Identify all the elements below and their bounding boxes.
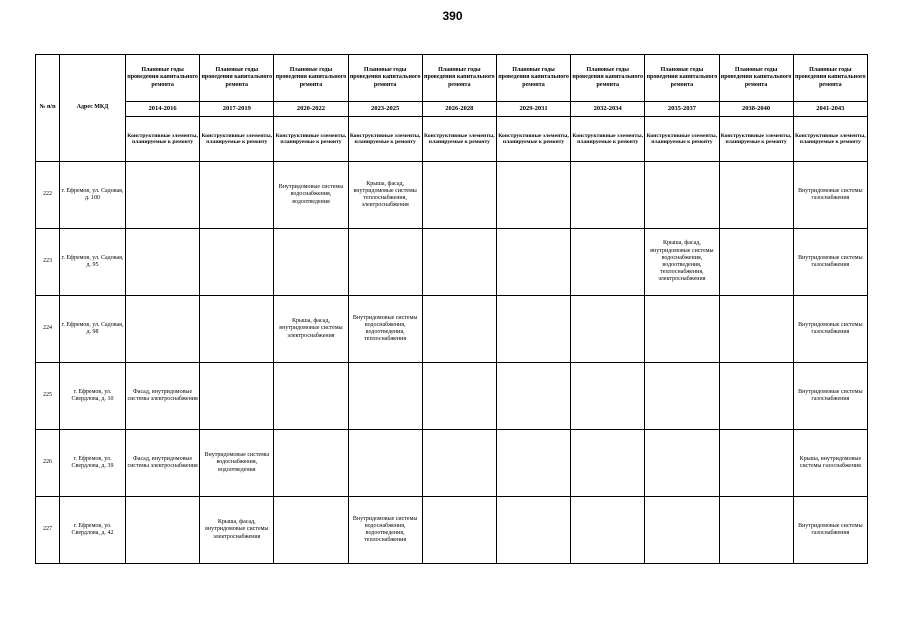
repair-cell [126,497,200,564]
elements-subheader: Конструктивные элементы, планируемые к ремонту [274,117,348,162]
elements-subheader: Конструктивные элементы, планируемые к ремонту [793,117,867,162]
row-number: 224 [36,296,60,363]
repair-cell [348,430,422,497]
repair-cell [348,229,422,296]
elements-subheader: Конструктивные элементы, планируемые к ремонту [496,117,570,162]
elements-subheader: Конструктивные элементы, планируемые к ремонту [348,117,422,162]
elements-subheader: Конструктивные элементы, планируемые к ремонту [422,117,496,162]
repair-cell [571,430,645,497]
repair-cell [126,229,200,296]
repair-cell [274,430,348,497]
table-row [36,162,868,229]
period-header: Плановые годы проведения капитального ремонта [126,55,200,102]
row-number: 223 [36,229,60,296]
repair-cell [422,162,496,229]
repair-cell: Фасад, внутридомовые системы электроснабжения [126,363,200,430]
repair-cell [422,497,496,564]
repair-cell [719,296,793,363]
repair-cell [719,497,793,564]
repair-cell: Внутридомовые системы газоснабжения [793,162,867,229]
repair-cell: Внутридомовые системы газоснабжения [793,363,867,430]
repair-cell [274,363,348,430]
repair-cell [571,497,645,564]
period-years: 2020-2022 [274,102,348,117]
row-address: г. Ефремов, ул. Садовая, д. 98 [60,296,126,363]
repair-cell: Крыша, фасад, внутридомовые системы электроснабжения [200,497,274,564]
period-header: Плановые годы проведения капитального ремонта [793,55,867,102]
row-address: г. Ефремов, ул. Свердлова, д. 42 [60,497,126,564]
repair-cell: Крыша, фасад, внутридомовые системы теплоснабжения, электроснабжения [348,162,422,229]
repair-cell [200,363,274,430]
repair-cell: Внутридомовые системы газоснабжения [793,229,867,296]
repair-cell [200,229,274,296]
period-header: Плановые годы проведения капитального ремонта [348,55,422,102]
table-row [36,430,868,497]
repair-cell [496,229,570,296]
repair-cell [719,363,793,430]
repair-cell: Внутридомовые системы водоснабжения, водоотведения [274,162,348,229]
repair-cell [422,363,496,430]
period-years: 2041-2043 [793,102,867,117]
period-header: Плановые годы проведения капитального ремонта [645,55,719,102]
row-address: г. Ефремов, ул. Садовая, д. 95 [60,229,126,296]
period-years: 2023-2025 [348,102,422,117]
repair-cell: Внутридомовые системы водоснабжения, водоотведения [200,430,274,497]
address-header: Адрес МКД [60,55,126,162]
elements-subheader: Конструктивные элементы, планируемые к ремонту [645,117,719,162]
repair-cell [571,363,645,430]
repair-cell [496,363,570,430]
repair-cell [645,363,719,430]
repair-cell: Внутридомовые системы газоснабжения [793,296,867,363]
repair-cell: Крыша, фасад, внутридомовые системы электроснабжения [274,296,348,363]
row-address: г. Ефремов, ул. Свердлова, д. 39 [60,430,126,497]
period-years: 2026-2028 [422,102,496,117]
row-address: г. Ефремов, ул. Садовая, д. 100 [60,162,126,229]
repair-cell [348,363,422,430]
repair-cell [719,162,793,229]
repair-cell [274,229,348,296]
elements-subheader: Конструктивные элементы, планируемые к ремонту [126,117,200,162]
repair-cell [126,162,200,229]
period-years: 2014-2016 [126,102,200,117]
elements-subheader: Конструктивные элементы, планируемые к ремонту [719,117,793,162]
period-header: Плановые годы проведения капитального ремонта [422,55,496,102]
repair-cell: Внутридомовые системы водоснабжения, водоотведения, теплоснабжения [348,497,422,564]
table-row [36,363,868,430]
repair-cell [496,162,570,229]
period-header: Плановые годы проведения капитального ремонта [719,55,793,102]
repair-cell: Крыша, фасад, внутридомовые системы водоснабжения, водоотведения, теплоснабжения, электроснабжения [645,229,719,296]
repair-cell: Фасад, внутридомовые системы электроснабжения [126,430,200,497]
repair-cell [645,430,719,497]
elements-subheader: Конструктивные элементы, планируемые к ремонту [571,117,645,162]
repair-cell [571,296,645,363]
period-header: Плановые годы проведения капитального ремонта [200,55,274,102]
repair-cell [126,296,200,363]
repair-cell [645,296,719,363]
period-header: Плановые годы проведения капитального ремонта [496,55,570,102]
repair-cell [719,229,793,296]
period-years: 2017-2019 [200,102,274,117]
period-header: Плановые годы проведения капитального ремонта [274,55,348,102]
table-row [36,497,868,564]
num-header: № п/п [36,55,60,162]
row-address: г. Ефремов, ул. Свердлова, д. 10 [60,363,126,430]
row-number: 226 [36,430,60,497]
period-header: Плановые годы проведения капитального ремонта [571,55,645,102]
repair-cell [719,430,793,497]
repair-cell [571,229,645,296]
repair-cell [422,296,496,363]
repair-plan-table [35,54,868,564]
table-row [36,229,868,296]
repair-cell [645,497,719,564]
period-years: 2038-2040 [719,102,793,117]
repair-cell [200,162,274,229]
period-years: 2029-2031 [496,102,570,117]
repair-cell [571,162,645,229]
repair-cell: Внутридомовые системы водоснабжения, водоотведения, теплоснабжения [348,296,422,363]
row-number: 222 [36,162,60,229]
table-row [36,296,868,363]
repair-cell [496,296,570,363]
row-number: 227 [36,497,60,564]
repair-cell [496,497,570,564]
row-number: 225 [36,363,60,430]
repair-cell [645,162,719,229]
repair-cell: Крыша, внутридомовые системы газоснабжения [793,430,867,497]
repair-cell [200,296,274,363]
repair-cell [422,430,496,497]
header-row-elements [36,117,868,162]
elements-subheader: Конструктивные элементы, планируемые к ремонту [200,117,274,162]
period-years: 2035-2037 [645,102,719,117]
page-number: 390 [442,9,463,23]
repair-cell [422,229,496,296]
repair-cell [274,497,348,564]
repair-cell: Внутридомовые системы газоснабжения [793,497,867,564]
period-years: 2032-2034 [571,102,645,117]
header-row-years [36,102,868,117]
repair-cell [496,430,570,497]
header-row-periods [36,55,868,102]
